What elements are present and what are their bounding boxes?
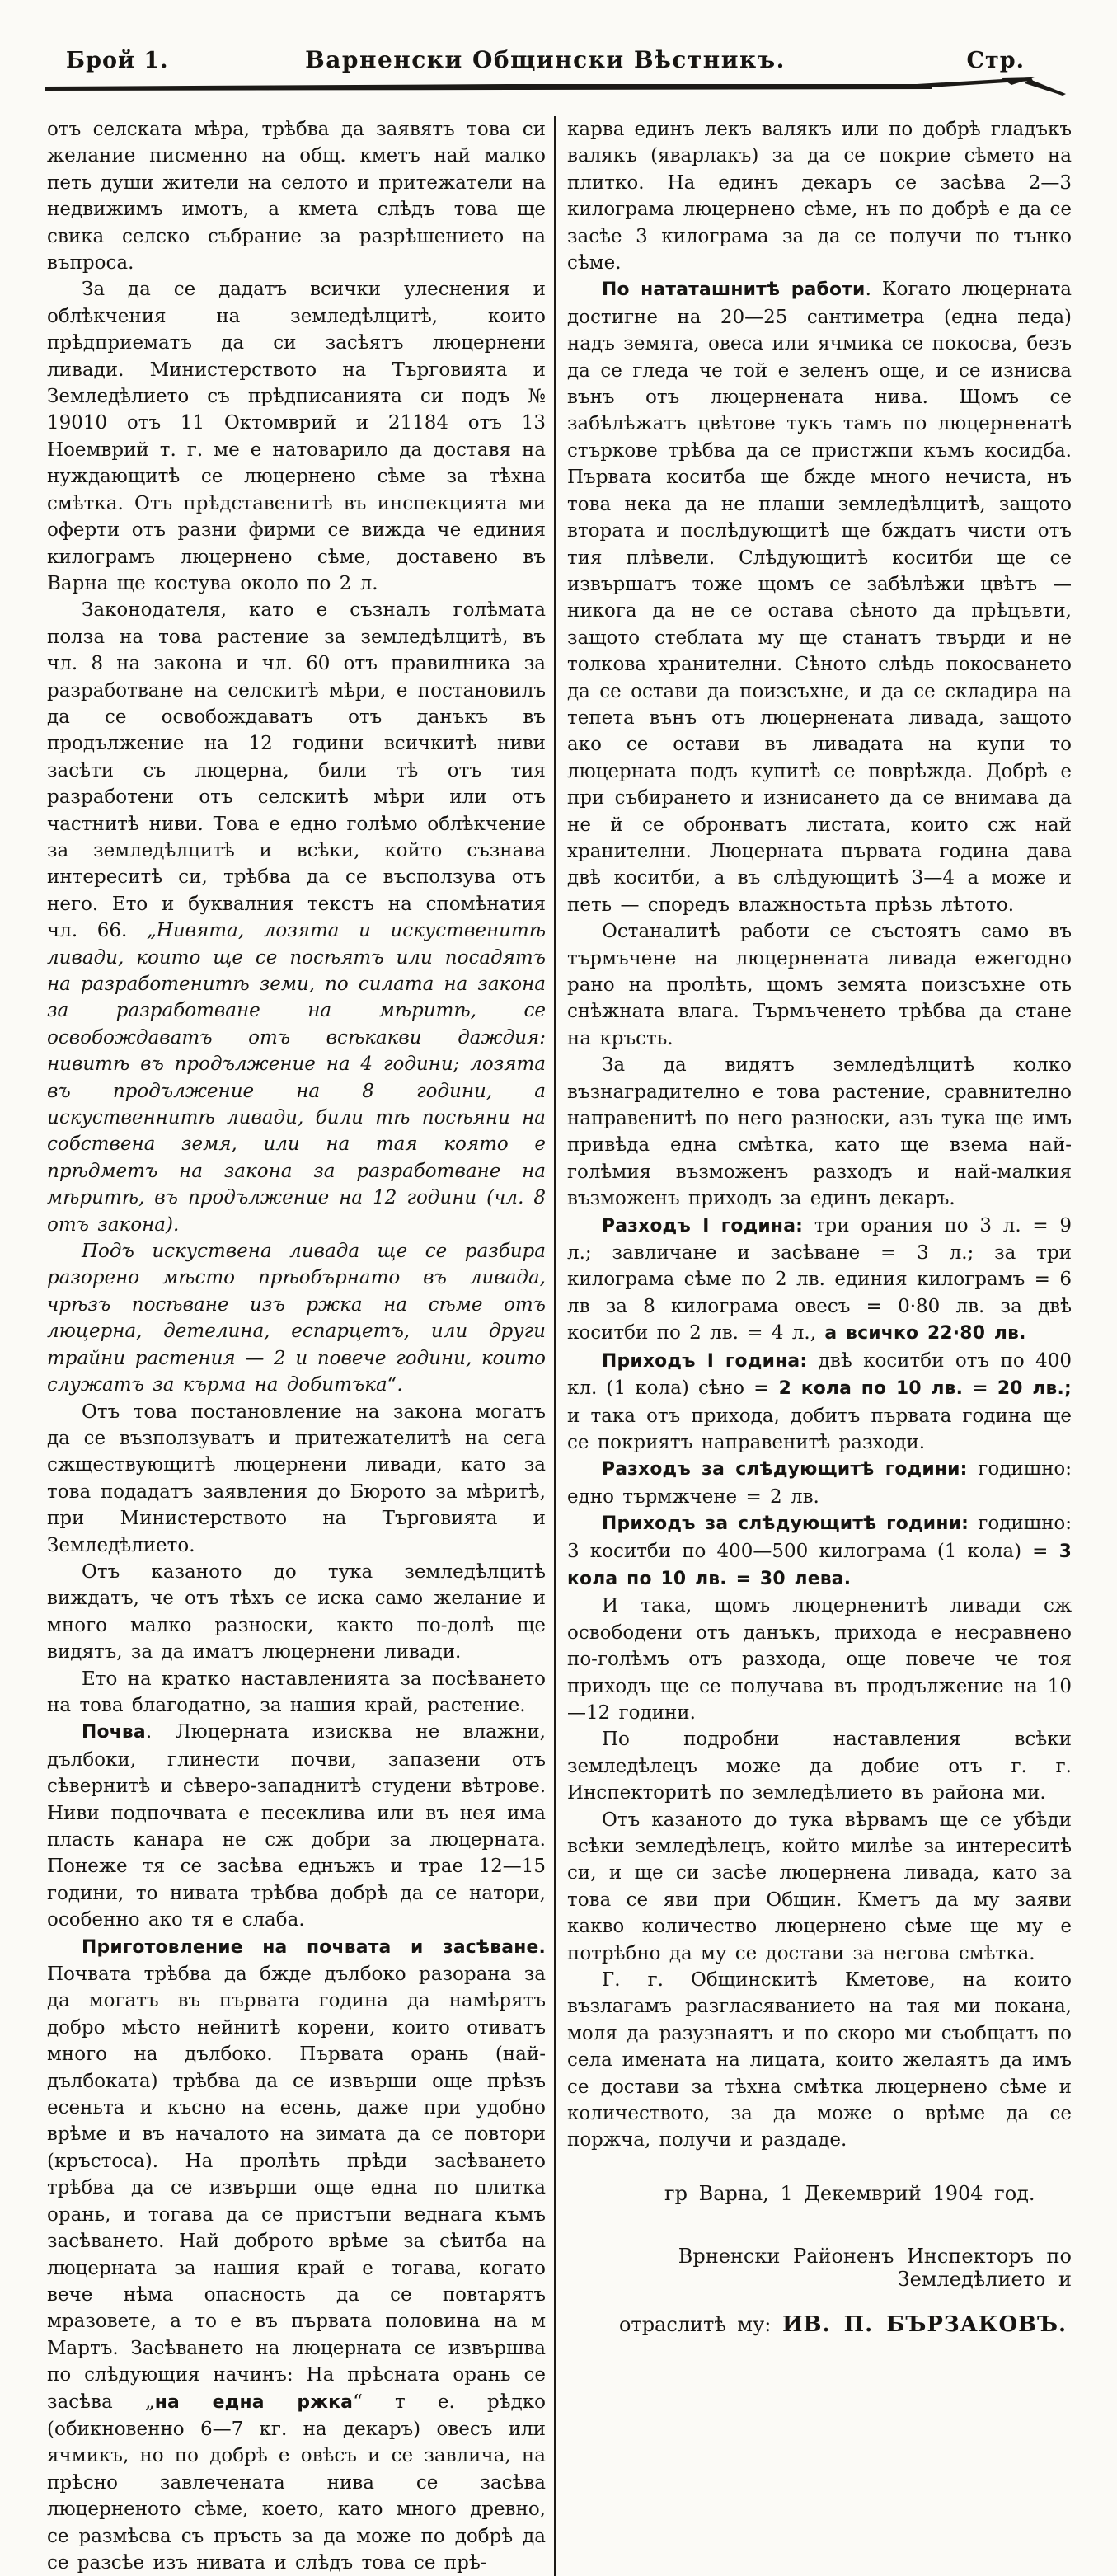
paragraph <box>47 1934 546 2576</box>
rule-flourish-icon <box>45 77 1068 100</box>
text-run: . Когато люцерната достигне на 20—25 сантиметра (една педа) надъ земята, овеса или ячмика се покосва, безъ да се гледа че той е зеленъ още, и се изнисва вънъ отъ люцернената нива. Щомъ се забѣлѣжатъ цвѣтове тукъ тамъ по люцерненатѣ стъркове трѣбва да се пристжпи къмъ косидба. Първата коситба ще бжде много нечиста, нъ това нека да не плаши земледѣлцитѣ, защото втората и послѣдующитѣ ще бждатъ чисти отъ тия плѣвели. Слѣдующитѣ коситби ще се извършатъ тоже щомъ се забѣлѣжи цвѣтъ — никога да не се остава сѣното да прѣцъвти, защото стеблата му ще станатъ твърди и не толкова хранителни. Сѣното слѣдь покосването да се остави да поизсъхне, и да се складира на тепета вънъ отъ люцернената ливада, защото ако се остави въ ливадата на купи то люцерната подъ купитѣ се поврѣжда. Добрѣ е при събирането и изнисането да се внимава да не й се обронватъ листата, които сж най хранителни. Люцерната първата година дава двѣ коситби, а въ слѣдующитѣ 3—4 а може и петь — споредъ влажностьта прѣзь лѣтото. <box>567 279 1072 916</box>
text-run: Отъ казаното до тука вѣрвамъ ще се убѣди всѣки земледѣлецъ, който милѣе за интереситѣ си, и ще си засѣе люцернена ливада, като за това се яви при Общин. Кметъ да му заяви какво количество люцернено сѣме ще му е потрѣбно да му се достави за негова смѣтка. <box>567 1809 1072 1964</box>
paragraph <box>47 1719 546 1933</box>
text-run: Г. г. Общинскитѣ Кметове, на които възлагамъ разгласяванието на тая ми покана, моля да разузнаятъ и по скоро ми съобщатъ по села имената на лицата, които желаятъ да имъ се достави за тѣхна смѣтка люцернено сѣме и количеството, за да може о врѣме да се поржча, получи и раздаде. <box>567 1969 1072 2151</box>
paragraph <box>567 918 1072 1052</box>
article-columns <box>0 100 1117 2576</box>
paragraph <box>47 1399 546 1559</box>
text-run: Ето на кратко наставленията за посѣването на това благодатно, за нашия край, растение. <box>47 1668 546 1716</box>
masthead-rule <box>45 77 1117 100</box>
bold-run: Приходъ за слѣдующитѣ години: <box>602 1513 969 1535</box>
bold-run: По нататашнитѣ работи <box>602 279 866 301</box>
signature-title: Врненски Районенъ Инспекторъ по Земледѣлието и <box>678 2244 1072 2291</box>
masthead <box>0 0 1117 73</box>
italic-run: Подъ искуствена ливада ще се разбира разорено мѣсто прѣобърнато въ ливада, чрѣзъ посѣване изъ ржка на сѣме отъ люцерна, детелина, еспарцетъ, или други трайни растения — 2 и повече години, които служатъ за кърма на добитъка“. <box>47 1241 546 1396</box>
paragraph <box>47 1666 546 1720</box>
italic-run: „Нивята, лозята и искуственитѣ ливади, които ще се посѣятъ или посадятъ на разработенитѣ земи, по силата на закона за разработване на мѣритѣ, се освобождаватъ отъ всѣкакви даждия: нивитѣ въ продължение на 4 години; лозята въ продължение на 8 години, а искуственнитѣ ливади, били тѣ посѣяни на собствена земя, или на тая която е прѣдметъ на закона за разработване на мѣритѣ, въ продължение на 12 години (чл. 8 отъ закона). <box>47 920 547 1236</box>
text-run: карва единъ лекъ валякъ или по добрѣ гладъкъ валякъ (яварлакъ) за да се покрие сѣмето на плитко. На единъ декаръ се засѣва 2—3 килограма люцернено сѣме, нъ по добрѣ е да се засѣе 3 килограма за да се получи по тънко сѣме. <box>567 119 1072 274</box>
paragraph <box>567 1967 1072 2154</box>
paragraph <box>567 276 1072 918</box>
paragraph <box>567 1348 1072 1457</box>
text-run: годишно: едно търмжчене = 2 лв. <box>567 1458 1072 1508</box>
paragraph <box>47 276 546 597</box>
paragraph <box>567 1726 1072 1806</box>
newspaper-title: Варненски Общински Вѣстникъ. <box>305 46 786 73</box>
page-label: Стр. <box>966 48 1025 73</box>
dateline: гр Варна, 1 Декемврий 1904 год. <box>664 2181 1035 2205</box>
text-run: За да се дадатъ всички улеснения и облѣкчения на земледѣлцитѣ, които прѣдприематъ да си засѣятъ люцернени ливади. Министерството на Търговията и Земледѣлието съ прѣдписанията си подъ № 19010 отъ 11 Октомврий и 21184 отъ 13 Ноемврий т. г. ме е натоварило да доставя на нуждающитѣ се люцернено сѣме за тѣхна смѣтка. Отъ прѣдставенитѣ въ инспекцията ми оферти отъ разни фирми се вижда че единия килограмъ люцернено сѣме, доставено въ Варна ще костува около по 2 л. <box>47 279 546 594</box>
paragraph <box>47 1559 546 1666</box>
bold-run: Разходъ I година: <box>602 1215 804 1236</box>
paragraph <box>47 116 546 276</box>
bold-run: Почва <box>82 1722 146 1743</box>
signature-name: ИВ. П. БЪРЗАКОВЪ. <box>781 2311 1067 2337</box>
bold-run: 2 кола по 10 лв. <box>778 1378 964 1400</box>
bold-run: Приготовление на почвата и засѣване. <box>82 1936 546 1958</box>
bold-run: 20 лв.; <box>997 1378 1072 1400</box>
text-run: За да видятъ земледѣлцитѣ колко възнаградително е това растение, сравнително направенитѣ по него разноски, азъ тука ще имъ привѣда една смѣтка, като ще взема най-голѣмия възможенъ разходъ и най-малкия възможенъ приходъ за единъ декаръ. <box>567 1054 1072 1210</box>
paragraph <box>567 1052 1072 1212</box>
text-run: Останалитѣ работи се състоятъ само въ търмъчене на люцернената ливада ежегодно рано на пролѣть, щомъ земята поизсъхне оть снѣжната влага. Търмъченето трѣбва да стане на кръсть. <box>567 921 1072 1049</box>
paragraph <box>567 1456 1072 1510</box>
text-run: двѣ коситби отъ по 400 кл. (1 кола) сѣно = <box>567 1349 1072 1400</box>
paragraph <box>567 1213 1072 1348</box>
issue-number: Брой 1. <box>66 48 169 73</box>
paragraph <box>47 597 546 1238</box>
text-run: Отъ това постановление на закона могатъ да се възползуватъ и притежателитѣ на сега сжществующитѣ люцернени ливади, като за това подадатъ заявления до Бюрото за мѣритѣ, при Министерството на Търговията и Земледѣлието. <box>47 1401 546 1556</box>
text-run: По подробни наставления всѣки земледѣлецъ може да добие отъ г. г. Инспекторитѣ по земледѣлието въ района ми. <box>567 1729 1072 1804</box>
bold-run: Приходъ I година: <box>602 1350 808 1372</box>
text-run: И така, щомъ люцерненитѣ ливади сж освободени отъ данъкъ, прихода е несравнено по-голѣмъ отъ разхода, още повече че тоя приходъ ще се получава въ продължение на 10—12 години. <box>567 1595 1072 1724</box>
bold-run: на една ржка <box>154 2391 354 2413</box>
right-column-body <box>567 116 1072 2154</box>
text-run: годишно: 3 коситби по 400—500 килограма (1 кола) = <box>567 1513 1072 1562</box>
paragraph <box>567 1807 1072 1967</box>
bold-run: Разходъ за слѣдующитѣ години: <box>602 1459 968 1480</box>
left-column <box>47 116 546 2576</box>
text-run: . Люцерната изисква не влажни, дълбоки, глинести почви, запазени отъ сѣвернитѣ и сѣверо-западнитѣ студени вѣтрове. Ниви подпочвата е песеклива или въ нея има пласть канара не сж добри за люцерната. Понеже тя се засѣва еднъжъ и трае 12—15 години, то нивата трѣбва добрѣ да се натори, особенно ако тя е слаба. <box>47 1721 546 1931</box>
text-run: три орания по 3 л. = 9 л.; завличане и засѣване = 3 л.; за три килограма сѣме по 2 лв. единия килограмъ = 6 лв за 8 килограма овесъ = 0·80 лв. за двѣ коситби по 2 лв. = 4 л., <box>567 1214 1072 1344</box>
right-column <box>556 116 1072 2576</box>
text-run: Почвата трѣбва да бжде дълбоко разорана за да могатъ въ първата година да намѣрятъ добро мѣсто нейнитѣ корени, които отиватъ много на дълбоко. Първата орань (най-дълбоката) трѣбва да се извърши още прѣзъ есеньта и късно на есень, даже при удобно врѣме и въ началото на зимата да се повтори (кръстоса). На пролѣть прѣди засѣването трѣбва да се извърши още една по плитка орань, и тогава да се пристъпи веднага къмъ засѣването. Най доброто врѣме за сѣитба на люцерната за нашия край е тогава, когато вече нѣма опасность да се повтарятъ мразовете, а то е въ първата половина на м Мартъ. Засѣването на люцерната се извършва по слѣдующия начинъ: На прѣсната орань се засѣва „ <box>47 1964 546 2413</box>
text-run: = <box>963 1377 997 1400</box>
paragraph <box>567 1593 1072 1726</box>
paragraph <box>47 1238 546 1398</box>
text-run: и така отъ прихода, добитъ първата година ще се покриятъ направенитѣ разходи. <box>567 1405 1072 1453</box>
signature-prefix: отраслитѣ му: <box>618 2312 782 2336</box>
signature-line <box>567 2312 1072 2337</box>
paragraph <box>567 116 1072 276</box>
bold-run: а всичко 22·80 лв. <box>824 1323 1026 1344</box>
text-run: Отъ казаното до тука земледѣлцитѣ виждатъ, че отъ тѣхъ се иска само желание и много малко разноски, както по-долѣ ще видятъ, за да иматъ люцернени ливади. <box>47 1560 546 1663</box>
text-run: “ т е. рѣдко (обикновенно 6—7 кг. на декаръ) овесъ или ячмикъ, но по добрѣ е овѣсъ и се завлича, на прѣсно завлечената нива се засѣва люцерненото сѣме, което, като много древно, се размѣсва съ пръсть за да може по добрѣ да се разсѣе изъ нивата и слѣдъ това се прѣ- <box>47 2391 546 2574</box>
bold-run: 3 кола по 10 лв. = 30 лева. <box>567 1541 1072 1589</box>
text-run: отъ селската мѣра, трѣбва да заявятъ това си желание писменно на общ. кметъ най малко петь души жители на селото и притежатели на недвижимъ имотъ, а кмета слѣдъ това ще свика селско събрание за разрѣшението на въпроса. <box>47 119 546 274</box>
paragraph <box>567 1510 1072 1593</box>
text-run: Законодателя, като е съзналъ голѣмата полза на това растение за земледѣлцитѣ, въ чл. 8 на закона и чл. 60 отъ правилника за разработване на селскитѣ мѣри, е постановилъ да се освобождаватъ отъ данъкъ въ продължение на 12 години всичкитѣ ниви засѣти съ люцерна, били тѣ отъ тия разработени отъ селскитѣ мѣри или отъ частнитѣ ниви. Това е едно голѣмо облѣкчение за земледѣлцитѣ и всѣки, който съзнава интереситѣ си, трѣбва да се въсползува отъ него. Ето и буквалния текстъ на спомѣнатия чл. 66. <box>47 599 546 942</box>
